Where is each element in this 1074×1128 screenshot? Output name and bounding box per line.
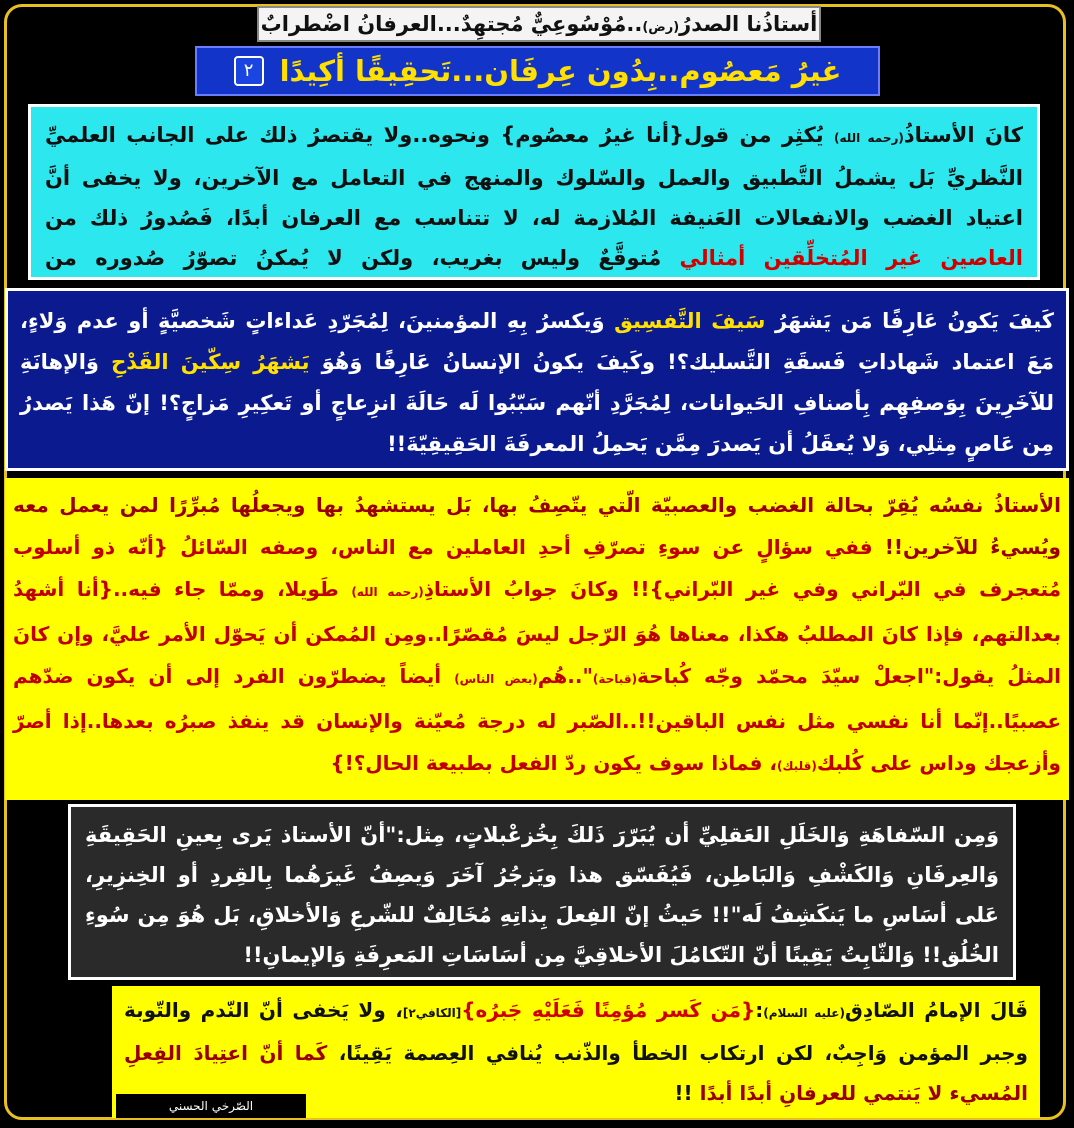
text: كَيفَ يَكونُ عَارِفًا مَن يَشهَرُ <box>765 309 1055 333</box>
text: ، ولا يَخفى أنّ النّدم والتّوبة وجبر المؤمن وَاجِبٌ، لكن ارتكاب الخطأ والذّنب يُنافي العِصمة يَقِينًا، <box>124 998 1028 1065</box>
citation: [الكافي٢] <box>402 1006 462 1020</box>
text: وَالإهانَةِ للآخَرِينَ بِوَصفِهِم بِأصنافِ الحَيوانات، لِمُجَرَّدِ أنّهم سَبّبُوا لَه حَالَةَ انزِعاجٍ أو تَعكِيرِ مَزاجٍ؟! إنّ هَذا يَصدرُ مِن عَاصٍ مِثلِي، وَلا يُعقَلُ أن يَصدرَ مِمَّن يَحمِلُ المعرفَةَ الحَقِيقِيّةَ!! <box>20 350 1054 456</box>
honorific: (عليه السلام) <box>763 1006 845 1020</box>
highlight-red: كَما أنّ اعتِيادَ الفِعلِ المُسيء لا يَنتمي للعرفانِ أبدًا أبدًا <box>124 1041 1028 1105</box>
paragraph-blue <box>5 288 1069 471</box>
text: : <box>755 998 764 1022</box>
honorific: (رحمه الله) <box>351 585 424 599</box>
text: قَالَ الإمامُ الصّادِق <box>845 998 1029 1022</box>
text: مُتوقَّعٌ وليس بغريب، ولكن لا يُمكنُ تصوّرُ صُدوره من <box>45 246 662 270</box>
text: وَيكسرُ بِهِ المؤمنينَ، لِمُجَرّدِ عَداءاتٍ شَخصيَّةٍ أو عدم وَلاءٍ، مَعَ اعتماد شَهاداتِ فَسقَةِ التَّسليك؟! وكَيفَ يكونُ الإنسانُ عَارِفًا وَهُوَ <box>20 309 1054 374</box>
header-text-rest: ..مُوْسُوعِيٌّ مُجتهِدٌ...العرفانُ اضْطرابٌ <box>260 12 643 36</box>
text: طَويلا، وممّا جاء فيه..{أنا أشهدُ بعدالتهم، فإذا كانَ المطلبُ هكذا، معناها هُوَ الرّجل ليسَ مُقصّرًا..ومِن المُمكن أن يَحوّل الأمر عليَّ، وإن كانَ المثلُ يقول:"اجعلْ سيّدَ محمّد وجّه كُباحة <box>13 577 1061 688</box>
paragraph-cyan <box>28 104 1040 280</box>
title-bar <box>195 46 880 96</box>
highlight-red: العاصين غير المُتخلِّقين أمثالي <box>679 246 1023 270</box>
aside: (قلبك) <box>777 759 817 773</box>
part-number-badge: ٢ <box>234 56 264 86</box>
header-text: أستاذُنا الصدرُ <box>679 12 818 36</box>
text: أيضاً يضطرّون الفرد إلى أن يكون ضدّهم عصبيًا..إنّما أنا نفسي مثل نفس الباقين!!..الصّبر له درجة مُعيّنة والإنسان قد ينفذ صبرُه بعدها..إذا أصرّ وأزعجك وداس على كُلبك <box>13 664 1061 775</box>
text: وَمِن السّفاهَةِ وَالخَلَلِ العَقلِيِّ أن يُبَرّرَ ذَلكَ بِخُزعْبلاتٍ، مِثل:"أنّ الأستاذ يَرى بِعينِ الحَقِيقَةِ وَالعِرفَانِ وَالكَشْفِ وَالبَاطِن، فَيُفَسّق هذا ويَزجُرُ آخَرَ وَيصِفُ غَيرَهُما بِالقِردِ أو الخِنزِيرِ، عَلى أسَاسِ ما يَنكَشِفُ لَه"!! حَيثُ إنّ الفِعلَ بِذاتِهِ مُخَالِفٌ للشّرعِ وَالأخلاقِ، بَل هُوَ مِن سُوءِ الخُلُق!! وَالثّابِتُ يَقِينًا أنّ التّكامُلَ الأخلاقِيَّ مِن أسَاسَاتِ المَعرِفَةِ وَالإيمانِ!! <box>85 823 999 967</box>
text: ، فماذا سوف يكون ردّ الفعل بطبيعة الحال؟!} <box>330 751 778 775</box>
text: "..هُم <box>537 664 593 688</box>
signature: الصّرخي الحسني <box>116 1094 306 1118</box>
honorific: (رحمه الله) <box>833 131 904 145</box>
paragraph-dark <box>68 804 1016 980</box>
header-honorific: (رض) <box>642 20 680 35</box>
page-title: غيرُ مَعصُوم..بِدُون عِرفَان...تَحقِيقًا أكِيدًا <box>279 54 842 88</box>
paragraph-yellow <box>5 478 1069 800</box>
text: !! <box>674 1081 700 1105</box>
header-banner <box>257 6 821 42</box>
highlight-red: {مَن كَسر مُؤمِنًا فَعَلَيْهِ جَبرُه} <box>461 998 756 1022</box>
highlight-yellow: يَشهَرُ سِكّينَ القَدْحِ <box>111 350 310 374</box>
text: الأستاذُ نفسُه يُقِرّ بحالة الغضب والعصبيّة الّتي يتّصِفُ بها، بَل يستشهدُ بها ويجعلُها مُبرِّرًا لمن يعمل معه ويُسيءُ للآخرين!! <box>13 493 1061 559</box>
text: يُكثِر من قول{أنا غيرُ معصُوم} ونحوه..ولا يقتصرُ ذلك على الجانب العلميِّ النَّظريِّ بَل يشملُ التَّطبيق والعمل والسّلوك والمنهج في التعامل مع الآخرين، ولا يخفى أنَّ اعتياد الغضب والانفعالات العَنيفة المُلازمة له، لا تتناسب مع العرفان أبدًا، فَصُدورُ ذلك من <box>45 123 1023 230</box>
aside: (بعض الناس) <box>454 672 538 686</box>
text: كانَ الأستاذُ <box>903 123 1023 147</box>
aside: (قباحة) <box>592 672 638 686</box>
text: ففي سؤالٍ عن سوءِ تصرّفِ أحدِ العاملين مع الناس، وصفه السّائلُ {أنّه ذو أسلوب مُتعجرف في البّراني وفي غير البّراني}!! وكانَ جوابُ الأستاذِ <box>13 535 1061 601</box>
highlight-yellow: سَيفَ التَّفسِيق <box>614 309 766 333</box>
